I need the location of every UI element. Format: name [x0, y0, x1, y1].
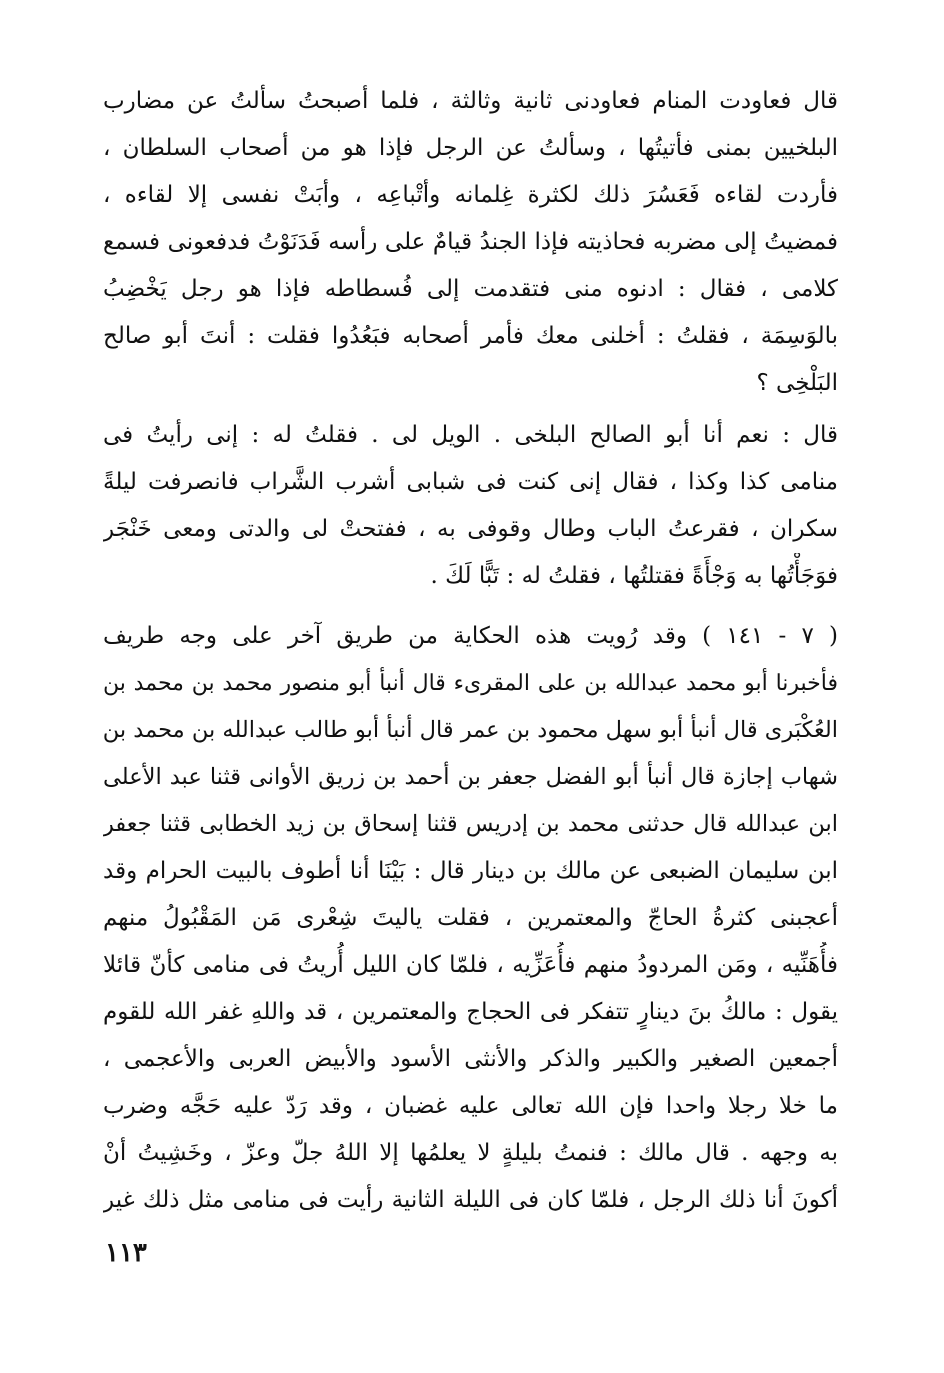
text-line: فمضيتُ إلى مضربه فحاذيته فإذا الجندُ قيامٌ على رأسه فَدَنَوْتُ فدفعونى فسمع	[103, 229, 838, 255]
text-line: البلخيين بمنى فأتيتُها ، وسألتُ عن الرجل فإذا هو من أصحاب السلطان ،	[103, 135, 838, 161]
paragraph-1	[103, 78, 838, 407]
text-line: سكران ، فقرعتُ الباب وطال وقوفى به ، ففتحتْ لى والدتى ومعى خَنْجَر	[103, 516, 838, 542]
page-number: ١١٣	[105, 1238, 147, 1268]
text-line: ( ٧ - ١٤١ ) وقد رُويت هذه الحكاية من طريق آخر على وجه طريف	[103, 623, 838, 649]
text-line: فأُهَنِّيه ، ومَن المردودُ منهم فأُعَزِّيه ، فلمّا كان الليل أُريتُ فى منامى كأنّ قائلا	[103, 952, 838, 978]
text-line: ابن عبدالله قال حدثنى محمد بن إدريس قثنا إسحاق بن زيد الخطابى قثنا جعفر	[103, 811, 838, 837]
text-line: كلامى ، فقال : ادنوه منى فتقدمت إلى فُسطاطه فإذا هو رجل يَخْضِبُ	[103, 276, 838, 302]
paragraph-3	[103, 613, 838, 1224]
text-line: أجمعين الصغير والكبير والذكر والأنثى الأسود والأبيض العربى والأعجمى ،	[103, 1046, 838, 1072]
text-line: بالوَسِمَة ، فقلتُ : أخلنى معك فأمر أصحابه فبَعُدُوا فقلت : أنتَ أبو صالح	[103, 323, 838, 349]
text-line: أعجبنى كثرةُ الحاجّ والمعتمرين ، فقلت ياليتَ شِعْرى مَن المَقْبُولُ منهم	[103, 905, 838, 931]
text-line: فأخبرنا أبو محمد عبدالله بن على المقرىء قال أنبأ أبو منصور محمد بن محمد بن	[103, 671, 838, 696]
text-line: العُكْبَرى قال أنبأ أبو سهل محمود بن عمر قال أنبأ أبو طالب عبدالله بن محمد بن	[103, 717, 838, 743]
paragraph-2	[103, 412, 838, 600]
text-line: قال فعاودت المنام فعاودنى ثانية وثالثة ، فلما أصبحتُ سألتُ عن مضارب	[103, 88, 838, 114]
text-line: البَلْخِى ؟	[756, 370, 838, 396]
text-line: يقول : مالكُ بنَ دينارٍ تتفكر فى الحجاج والمعتمرين ، قد واللهِ غفر الله للقوم	[103, 999, 838, 1025]
text-line: ابن سليمان الضبعى عن مالك بن دينار قال : بَيْنَا أنا أطوف بالبيت الحرام وقد	[103, 858, 838, 884]
text-line: فأردت لقاءه فَعَسُرَ ذلك لكثرة غِلمانه وأتْباعِه ، وأبَتْ نفسى إلا لقاءه ،	[103, 182, 838, 208]
text-line: قال : نعم أنا أبو الصالح البلخى . الويل لى . فقلتُ له : إنى رأيتُ فى	[103, 422, 838, 448]
text-line: شهاب إجازة قال أنبأ أبو الفضل جعفر بن أحمد بن زريق الأوانى قثنا عبد الأعلى	[103, 764, 838, 790]
text-line: ما خلا رجلا واحدا فإن الله تعالى عليه غضبان ، وقد رَدّ عليه حَجَّه وضرب	[103, 1093, 838, 1119]
text-line: منامى كذا وكذا ، فقال إنى كنت فى شبابى أشرب الشَّراب فانصرفت ليلةً	[103, 469, 838, 495]
text-line: به وجهه . قال مالك : فنمتُ بليلةٍ لا يعلمُها إلا اللهُ جلّ وعزّ ، وخَشِيتُ أنْ	[103, 1140, 838, 1166]
text-line: أكونَ أنا ذلك الرجل ، فلمّا كان فى الليلة الثانية رأيت فى منامى مثل ذلك غير	[103, 1187, 838, 1213]
text-line: فوَجَأْتُها به وَجْأَةً فقتلتُها ، فقلتُ له : تَبًّا لَكَ .	[430, 563, 838, 589]
